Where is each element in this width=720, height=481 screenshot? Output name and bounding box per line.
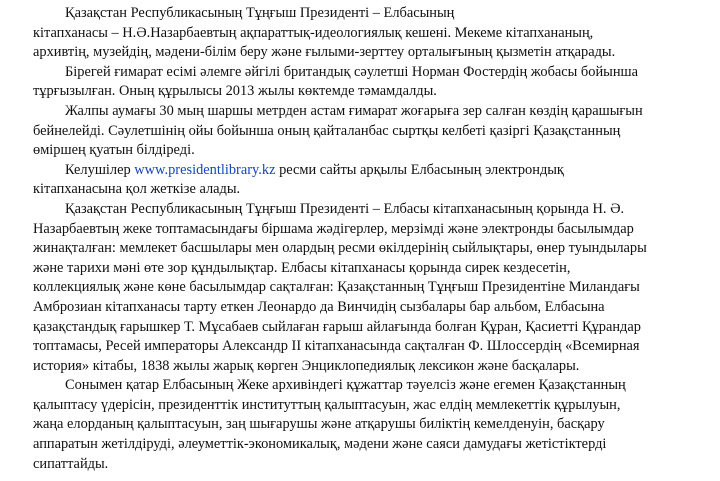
text-line: Назарбаевтың жеке топтамасындағы біршама жәдігерлер, мерзімді және электронды басылымдар xyxy=(33,220,634,237)
president-library-link[interactable]: www.presidentlibrary.kz xyxy=(134,161,276,178)
paragraph-library-intro xyxy=(33,4,713,63)
text-line: Қазақстан Республикасының Тұңғыш Президенті – Елбасының xyxy=(65,5,455,21)
text-fragment: Келушілер xyxy=(65,161,135,178)
text-line: жинақталған: мемлекет басшылары мен олардың ресми өкілдерінің сыйлықтары, өнер туындылары xyxy=(33,240,647,257)
paragraph-website xyxy=(33,161,713,200)
text-line: Амброзиан кітапханасы тарту еткен Леонардо да Винчидің сызбалары бар альбом, Елбасына xyxy=(33,298,605,315)
text-line xyxy=(33,161,713,181)
paragraph-personal-archive xyxy=(33,376,713,474)
text-line: бейнелейді. Сәулетшінің ойы бойынша оның қайталанбас сыртқы келбеті қазіргі Қазақстанның xyxy=(33,122,621,139)
text-line: Сонымен қатар Елбасының Жеке архивіндегі құжаттар тәуелсіз және егемен Қазақстанның xyxy=(65,377,626,394)
text-line: архивтің, музейдің, мәдени-білім беру және ғылыми-зерттеу орталығының қызметін атқарады. xyxy=(33,44,616,61)
text-line: қалыптасу үдерісін, президенттік институттың қалыптасуын, жас елдің мемлекеттік құрылуын, xyxy=(33,396,621,413)
text-line: жаңа елорданың қалыптасуын, заң шығарушы және атқарушы биліктің кемелденуін, басқару xyxy=(33,416,605,433)
paragraph-building-architect xyxy=(33,63,713,102)
text-line: коллекциялық және көне басылымдар сақталған: Қазақстанның Тұңғыш Президентіне Миландағы xyxy=(33,279,640,296)
text-line: өміршең қуатын білдіреді. xyxy=(33,142,195,159)
text-line: кітапханасына қол жеткізе алады. xyxy=(33,181,241,198)
text-line: топтамасы, Ресей императоры Александр II кітапханасында сақталған Ф. Шлоссердің «Всемирная xyxy=(33,338,640,355)
text-line: және тарихи мәні өте зор құндылықтар. Елбасы кітапханасы қорында сирек кездесетін, xyxy=(33,259,571,276)
text-line: аппаратын жетілдіруді, әлеуметтік-экономикалық, мәдени және саяси дамудағы жетістіктерді xyxy=(33,436,607,453)
text-line: Қазақстан Республикасының Тұңғыш Президенті – Елбасы кітапханасының қорында Н. Ә. xyxy=(65,200,625,217)
text-line: Бірегей ғимарат есімі әлемге әйгілі британдық сәулетші Норман Фостердің жобасы бойынша xyxy=(65,63,638,80)
text-line: сипаттайды. xyxy=(33,455,109,472)
paragraph-building-area xyxy=(33,102,713,161)
paragraph-library-collection xyxy=(33,200,713,376)
text-fragment: ресми сайты арқылы Елбасының электрондық xyxy=(275,161,564,178)
text-line: Жалпы аумағы 30 мың шаршы метрден астам ғимарат жоғарыға зер салған көздің қарашығын xyxy=(65,102,643,119)
document-body xyxy=(33,4,713,474)
text-line: кітапханасы – Н.Ә.Назарбаевтың ақпараттық-идеологиялық кешені. Мекеме кітапхананың, xyxy=(33,24,594,41)
text-line: тұрғызылған. Оның құрылысы 2013 жылы көктемде тәмамдалды. xyxy=(33,83,437,100)
text-line: история» кітабы, 1838 жылы жарық көрген Энциклопедиялық лексикон және басқалары. xyxy=(33,357,580,374)
text-line: қазақстандық ғарышкер Т. Мұсабаев сыйлаған ғарыш айлағында болған Құран, Қасиетті Құрандар xyxy=(33,318,641,335)
